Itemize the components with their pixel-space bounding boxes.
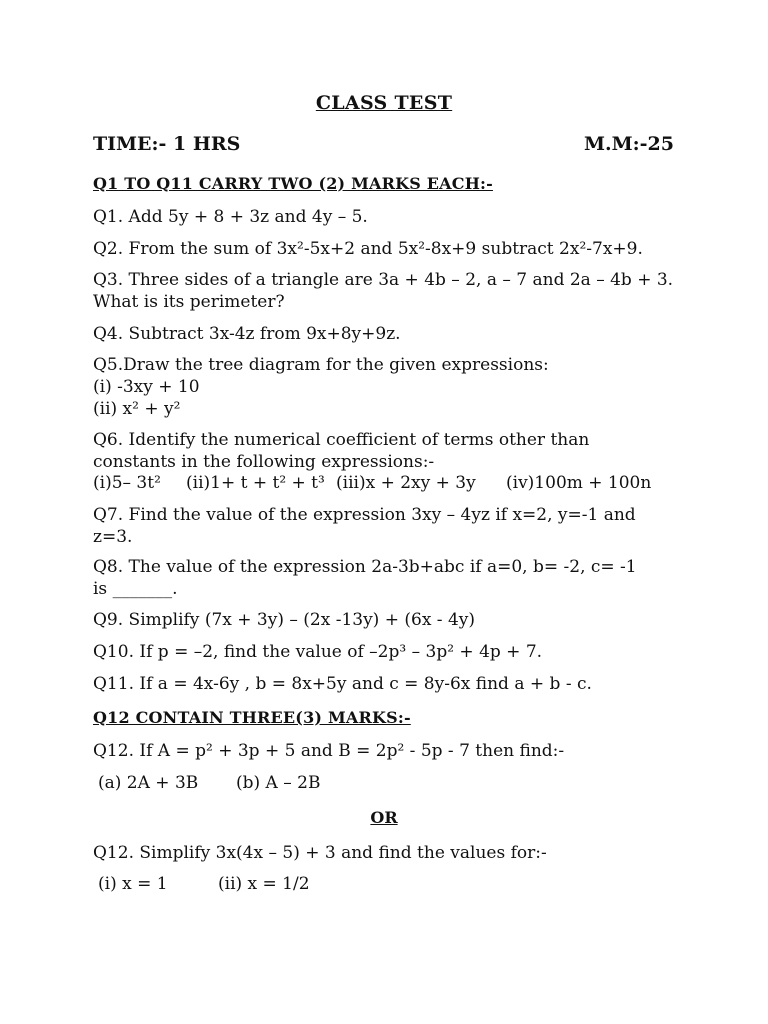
question-8-line1: Q8. The value of the expression 2a-3b+abc if a=0, b= -2, c= -1	[93, 557, 637, 577]
question-6-option-iv: (iv)100m + 100n	[506, 473, 652, 493]
question-6-option-iii: (iii)x + 2xy + 3y	[336, 473, 476, 493]
question-6	[93, 429, 683, 473]
question-6-line1: Q6. Identify the numerical coefficient of terms other than	[93, 430, 590, 450]
question-5-text: Q5.Draw the tree diagram for the given expressions:	[93, 355, 549, 375]
or-divider: OR	[370, 808, 398, 827]
question-3-text: Q3. Three sides of a triangle are 3a + 4b – 2, a – 7 and 2a – 4b + 3. What is its perimeter?	[93, 270, 674, 312]
question-6-option-i: (i)5– 3t²	[93, 473, 161, 493]
question-7	[93, 504, 683, 548]
question-7-line1: Q7. Find the value of the expression 3xy – 4yz if x=2, y=-1 and	[93, 505, 636, 525]
question-9: Q9. Simplify (7x + 3y) – (2x -13y) + (6x - 4y)	[93, 610, 476, 630]
time-label: TIME:- 1 HRS	[93, 133, 241, 155]
question-1: Q1. Add 5y + 8 + 3z and 4y – 5.	[93, 207, 368, 227]
question-6-line2: constants in the following expressions:-	[93, 452, 435, 472]
question-5-part-ii: (ii) x² + y²	[93, 399, 181, 419]
question-12a-option-a: (a) 2A + 3B	[98, 773, 199, 793]
question-6-option-ii: (ii)1+ t + t² + t³	[186, 473, 325, 493]
question-12a-option-b: (b) A – 2B	[236, 773, 321, 793]
page-title: CLASS TEST	[315, 92, 453, 114]
question-4: Q4. Subtract 3x-4z from 9x+8y+9z.	[93, 324, 401, 344]
question-2: Q2. From the sum of 3x²-5x+2 and 5x²-8x+9 subtract 2x²-7x+9.	[93, 239, 643, 259]
question-10: Q10. If p = –2, find the value of –2p³ – 3p² + 4p + 7.	[93, 642, 543, 662]
max-marks-label: M.M:-25	[583, 133, 674, 155]
question-5-part-i: (i) -3xy + 10	[93, 377, 200, 397]
question-12a: Q12. If A = p² + 3p + 5 and B = 2p² - 5p - 7 then find:-	[93, 741, 565, 761]
question-12b: Q12. Simplify 3x(4x – 5) + 3 and find the values for:-	[93, 843, 547, 863]
question-11: Q11. If a = 4x-6y , b = 8x+5y and c = 8y-6x find a + b - c.	[93, 674, 592, 694]
question-7-line2: z=3.	[93, 527, 133, 547]
question-12b-option-i: (i) x = 1	[98, 874, 168, 894]
question-12b-option-ii: (ii) x = 1/2	[218, 874, 310, 894]
section2-heading: Q12 CONTAIN THREE(3) MARKS:-	[93, 708, 411, 727]
question-5	[93, 354, 683, 420]
section1-heading: Q1 TO Q11 CARRY TWO (2) MARKS EACH:-	[93, 174, 493, 193]
question-3	[93, 269, 683, 313]
question-8-line2: is _______.	[93, 579, 178, 599]
question-8	[93, 556, 683, 600]
